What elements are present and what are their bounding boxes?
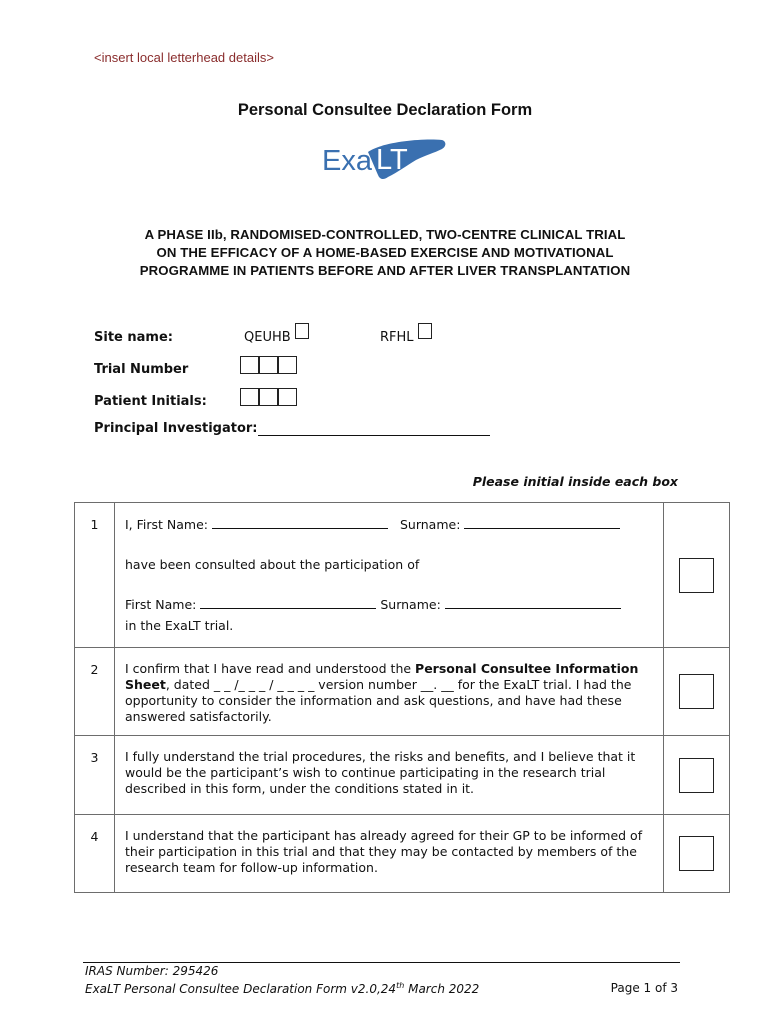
patient-initials-box-3[interactable]: [278, 388, 297, 406]
form-title: Personal Consultee Declaration Form: [237, 101, 533, 119]
initial-box-2[interactable]: [679, 674, 714, 709]
table-row: [75, 503, 730, 648]
trial-title: A PHASE IIb, RANDOMISED-CONTROLLED, TWO-CENTRE CLINICAL TRIAL ON THE EFFICACY OF A HOME-BASED EXERCISE AND MOTIVATIONAL PROGRAMME IN PATIENTS BEFORE AND AFTER LIVER TRANSPLANTATION: [139, 227, 631, 278]
row-number: 4: [75, 815, 115, 893]
footer-divider: [83, 962, 680, 963]
participant-surname-field[interactable]: [445, 596, 621, 609]
patient-initials-box-1[interactable]: [240, 388, 259, 406]
trial-number-box-3[interactable]: [278, 356, 297, 374]
site-option-qeuhb-label: QEUHB: [244, 330, 291, 345]
exalt-logo: [318, 134, 448, 186]
page-number: Page 1 of 3: [610, 981, 678, 995]
initial-box-1[interactable]: [679, 558, 714, 593]
consultee-surname-field[interactable]: [464, 516, 620, 529]
site-name-label: Site name:: [94, 330, 173, 345]
svg-text:LT: LT: [376, 144, 408, 176]
declaration-table: [74, 502, 730, 893]
iras-number: IRAS Number: 295426: [85, 964, 219, 978]
letterhead-placeholder: <insert local letterhead details>: [94, 50, 274, 65]
trial-number-label: Trial Number: [94, 362, 189, 377]
site-option-rfhl-label: RFHL: [380, 330, 414, 345]
patient-initials-box-2[interactable]: [259, 388, 278, 406]
site-rfhl-checkbox[interactable]: [418, 323, 432, 339]
principal-investigator-label: Principal Investigator:: [94, 421, 258, 436]
row-statement: I fully understand the trial procedures, the risks and benefits, and I believe that it would be the participant’s wish to continue participating in the research trial described in this form, under the conditions stated in it.: [115, 736, 664, 815]
trial-number-box-1[interactable]: [240, 356, 259, 374]
initial-box-4[interactable]: [679, 836, 714, 871]
trial-number-box-2[interactable]: [259, 356, 278, 374]
form-version: ExaLT Personal Consultee Declaration Form v2.0,24th March 2022: [85, 981, 480, 996]
table-row: [75, 815, 730, 893]
instruction-text: Please initial inside each box: [472, 474, 678, 489]
initial-box-3[interactable]: [679, 758, 714, 793]
consultee-first-name-field[interactable]: [212, 516, 388, 529]
participant-first-name-field[interactable]: [200, 596, 376, 609]
patient-initials-label: Patient Initials:: [94, 394, 207, 409]
row-number: 2: [75, 648, 115, 736]
svg-text:Exa: Exa: [322, 145, 372, 177]
row-statement: I confirm that I have read and understood the Personal Consultee Information Sheet, dated _ _ /_ _ _ / _ _ _ _ version number __. __ for the ExaLT trial. I had the opportunity to consider the information and ask questions, and have had these answered satisfactorily.: [115, 648, 664, 736]
site-qeuhb-checkbox[interactable]: [295, 323, 309, 339]
table-row: [75, 648, 730, 736]
row-number: 3: [75, 736, 115, 815]
row-statement: I understand that the participant has already agreed for their GP to be informed of their participation in this trial and that they may be contacted by members of the research team for follow-up information.: [115, 815, 664, 893]
row-number: 1: [75, 503, 115, 648]
row-statement: I, First Name: Surname: have been consulted about the participation of First Name: Surname: in the ExaLT trial.: [115, 503, 664, 648]
principal-investigator-field[interactable]: [258, 435, 490, 436]
table-row: [75, 736, 730, 815]
